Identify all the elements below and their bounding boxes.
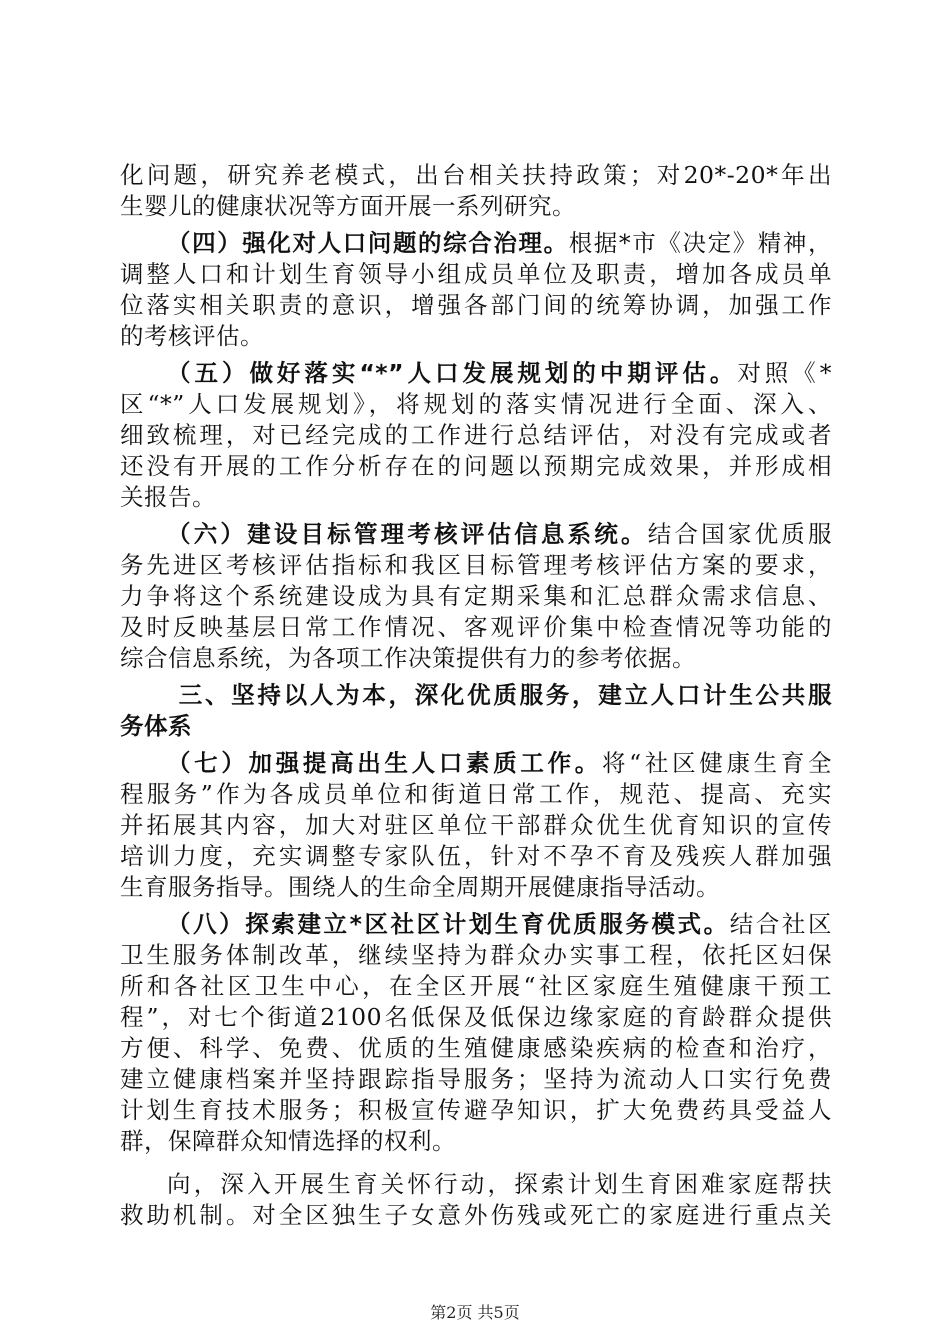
paragraph-line: 程服务”作为各成员单位和街道日常工作，规范、提高、充实	[120, 780, 832, 808]
section-heading: 务体系	[120, 712, 192, 740]
paragraph-line: 生婴儿的健康状况等方面开展一系列研究。	[120, 192, 576, 220]
paragraph-line: 细致梳理，对已经完成的工作进行总结评估，对没有完成或者	[120, 421, 832, 449]
paragraph-line: （七）加强提高出生人口素质工作。将“社区健康生育全	[167, 749, 833, 777]
item-heading: （六）建设目标管理考核评估信息系统。	[167, 520, 648, 548]
paragraph-line: 综合信息系统，为各项工作决策提供有力的参考依据。	[120, 644, 696, 672]
paragraph-line: 计划生育技术服务；积极宣传避孕知识，扩大免费药具受益人	[120, 1096, 832, 1124]
paragraph-line: （六）建设目标管理考核评估信息系统。结合国家优质服	[167, 520, 832, 548]
paragraph-line: 力争将这个系统建设成为具有定期采集和汇总群众需求信息、	[120, 582, 832, 610]
paragraph-line: （四）强化对人口问题的综合治理。根据*市《决定》精神，	[167, 229, 833, 257]
paragraph-line: 区“*”人口发展规划》，将规划的落实情况进行全面、深入、	[120, 390, 832, 418]
paragraph-line: 所和各社区卫生中心，在全区开展“社区家庭生殖健康干预工	[120, 972, 832, 1000]
document-body	[120, 160, 832, 1231]
item-heading: （四）强化对人口问题的综合治理。	[167, 229, 569, 257]
item-heading: （八）探索建立*区社区计划生育优质服务模式。	[167, 910, 730, 938]
paragraph-line: 调整人口和计划生育领导小组成员单位及职责，增加各成员单	[120, 260, 832, 288]
item-heading: （七）加强提高出生人口素质工作。	[167, 749, 602, 777]
paragraph-line: 群，保障群众知情选择的权利。	[120, 1127, 456, 1155]
paragraph-line: 务先进区考核评估指标和我区目标管理考核评估方案的要求，	[120, 551, 832, 579]
paragraph-line: 卫生服务体制改革，继续坚持为群众办实事工程，依托区妇保	[120, 941, 832, 969]
paragraph-line: 建立健康档案并坚持跟踪指导服务；坚持为流动人口实行免费	[120, 1065, 832, 1093]
paragraph-line: 培训力度，充实调整专家队伍，针对不孕不育及残疾人群加强	[120, 842, 832, 870]
paragraph-line: （五）做好落实“*”人口发展规划的中期评估。对照《*	[167, 359, 833, 387]
paragraph-line: 位落实相关职责的意识，增强各部门间的统筹协调，加强工作	[120, 291, 832, 319]
paragraph-line: 还没有开展的工作分析存在的问题以预期完成效果，并形成相	[120, 452, 832, 480]
paragraph-line: 向，深入开展生育关怀行动，探索计划生育困难家庭帮扶	[167, 1170, 832, 1198]
paragraph-line: 关报告。	[120, 483, 216, 511]
paragraph-line: 并拓展其内容，加大对驻区单位干部群众优生优育知识的宣传	[120, 811, 832, 839]
paragraph-line: 程”，对七个街道2100名低保及低保边缘家庭的育龄群众提供	[120, 1003, 832, 1031]
section-heading: 三、坚持以人为本，深化优质服务，建立人口计生公共服	[178, 681, 832, 709]
paragraph-line: 的考核评估。	[120, 322, 264, 350]
item-heading: （五）做好落实“*”人口发展规划的中期评估。	[167, 359, 738, 387]
paragraph-line: 方便、科学、免费、优质的生殖健康感染疾病的检查和治疗，	[120, 1034, 832, 1062]
paragraph-line: 化问题，研究养老模式，出台相关扶持政策；对20*-20*年出	[120, 161, 832, 189]
page-number: 第2页 共5页	[430, 1303, 520, 1322]
paragraph-line: 生育服务指导。围绕人的生命全周期开展健康指导活动。	[120, 873, 720, 901]
paragraph-line: （八）探索建立*区社区计划生育优质服务模式。结合社区	[167, 910, 832, 938]
paragraph-line: 救助机制。对全区独生子女意外伤残或死亡的家庭进行重点关	[120, 1201, 832, 1229]
paragraph-line: 及时反映基层日常工作情况、客观评价集中检查情况等功能的	[120, 613, 832, 641]
